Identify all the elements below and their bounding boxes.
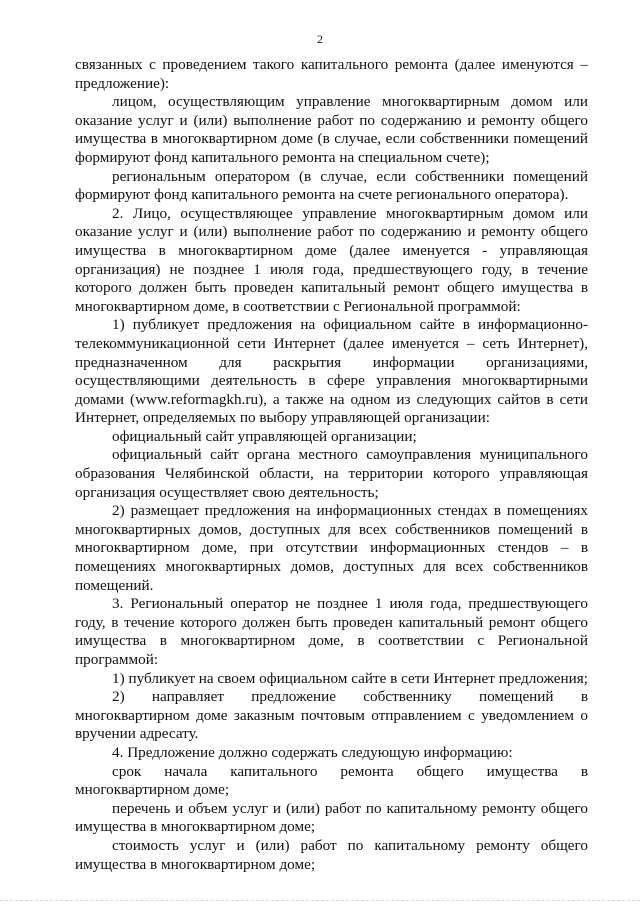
paragraph: 1) публикует предложения на официальном сайте в информационно-телекоммуникационной сети Интернет (далее именуется – сеть Интернет), предназначенном для раскрытия информации организациями, осуществляющими деятельность в сфере управления многоквартирными домами (www.reformagkh.ru), а также на одном из следующих сайтов в сети Интернет, определяемых по выбору управляющей организации: xyxy=(75,316,588,427)
paragraph: 2. Лицо, осуществляющее управление многоквартирным домом или оказание услуг и (или) выполнение работ по содержанию и ремонту общего имущества в многоквартирном доме (далее именуется - управляющая организация) не позднее 1 июля года, предшествующего году, в течение которого должен быть проведен капитальный ремонт общего имущества в многоквартирном доме, в соответствии с Региональной программой: xyxy=(75,204,588,315)
paragraph: официальный сайт органа местного самоуправления муниципального образования Челябинской области, на территории которого управляющая организация осуществляет свою деятельность; xyxy=(75,446,588,501)
paragraph: срок начала капитального ремонта общего имущества в многоквартирном доме; xyxy=(75,762,588,799)
page-number: 2 xyxy=(317,32,323,46)
paragraph: 4. Предложение должно содержать следующую информацию: xyxy=(112,743,513,761)
paragraph: перечень и объем услуг и (или) работ по капитальному ремонту общего имущества в многоквартирном доме; xyxy=(75,799,588,836)
page-bottom-edge xyxy=(0,900,640,901)
paragraph: 3. Региональный оператор не позднее 1 июля года, предшествующего году, в течение которого должен быть проведен капитальный ремонт общего имущества в многоквартирном доме, в соответствии с Региональной программой: xyxy=(75,595,588,668)
paragraph: региональным оператором (в случае, если собственники помещений формируют фонд капитального ремонта на счете регионального оператора). xyxy=(75,167,588,204)
paragraph: стоимость услуг и (или) работ по капитальному ремонту общего имущества в многоквартирном доме; xyxy=(75,836,588,873)
document-body xyxy=(75,56,588,874)
paragraph: 1) публикует на своем официальном сайте в сети Интернет предложения; xyxy=(112,669,589,687)
paragraph: официальный сайт управляющей организации; xyxy=(112,427,417,445)
paragraph-continuation: связанных с проведением такого капитального ремонта (далее именуются – предложение): xyxy=(75,56,588,92)
paragraph: 2) направляет предложение собственнику помещений в многоквартирном доме заказным почтовым отправлением с уведомлением о вручении адресату. xyxy=(75,688,588,743)
paragraph: лицом, осуществляющим управление многоквартирным домом или оказание услуг и (или) выполнение работ по содержанию и ремонту общего имущества в многоквартирном доме (в случае, если собственники помещений формируют фонд капитального ремонта на специальном счете); xyxy=(75,93,588,166)
paragraph: 2) размещает предложения на информационных стендах в помещениях многоквартирных домов, доступных для всех собственников помещений в многоквартирном доме, при отсутствии информационных стендов – в помещениях многоквартирных домов, доступных для всех собственников помещений. xyxy=(75,502,588,594)
